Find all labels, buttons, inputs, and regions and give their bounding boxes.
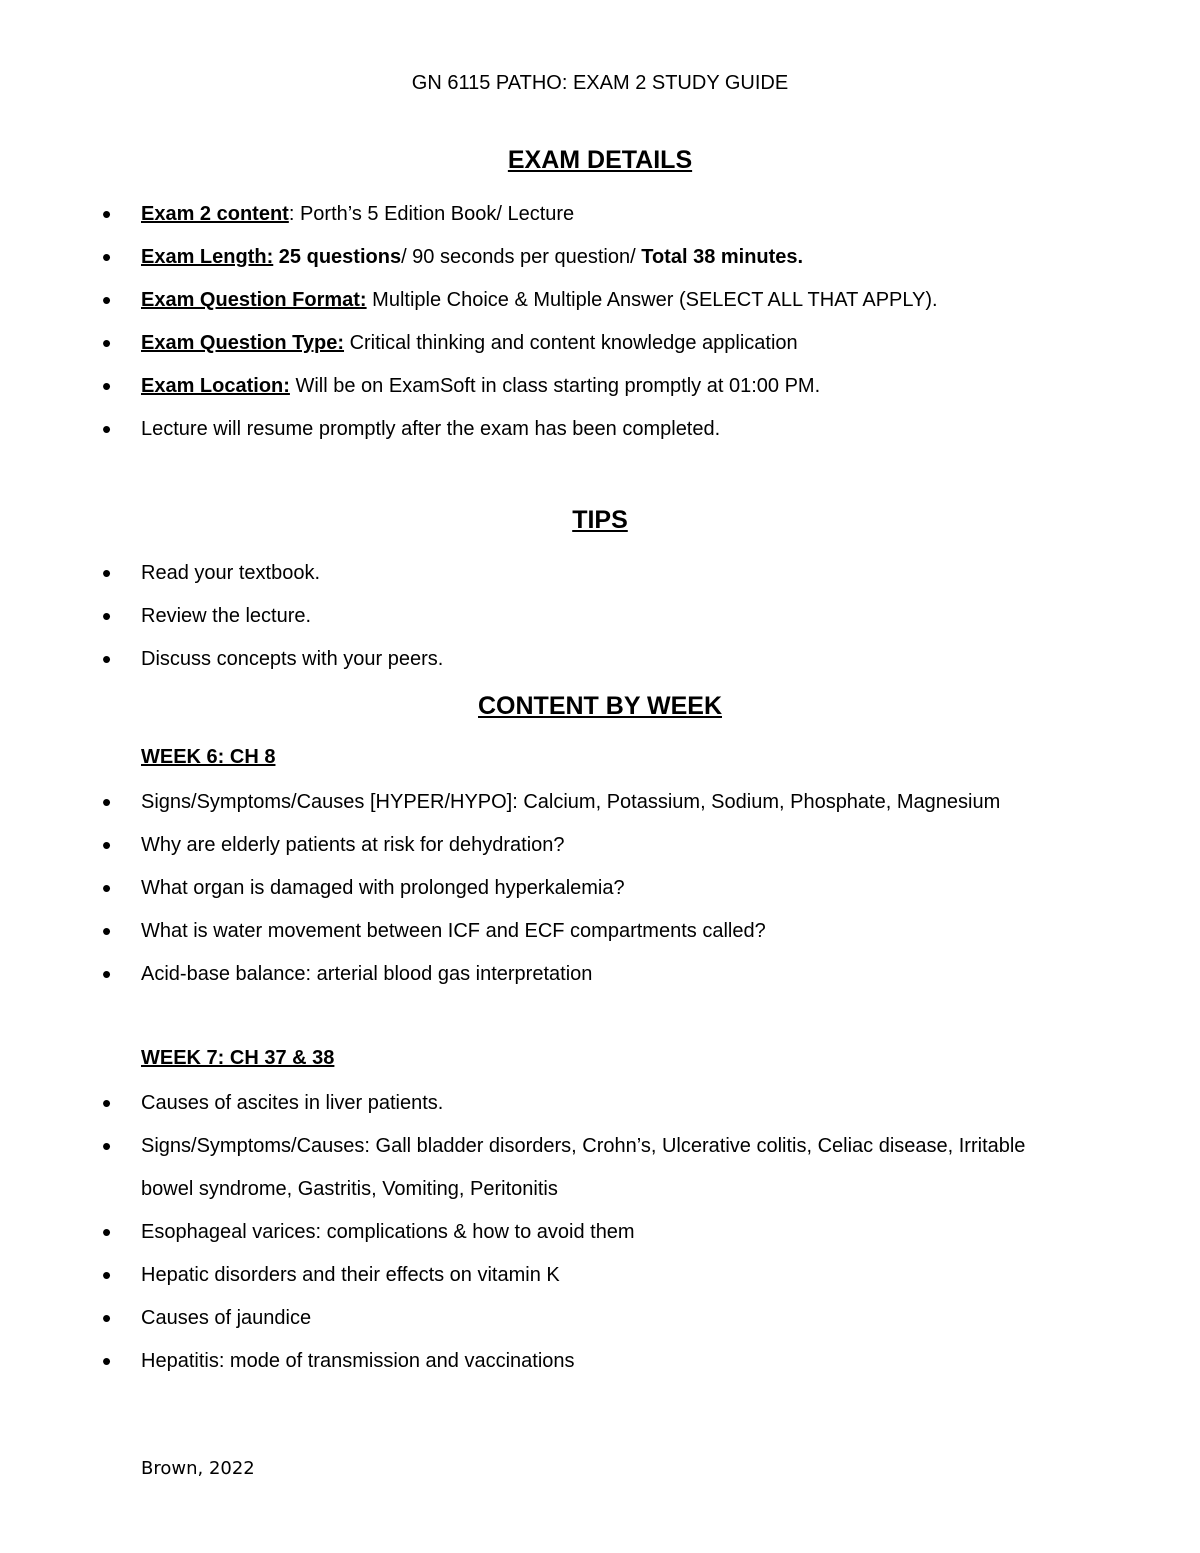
item-text: Critical thinking and content knowledge application: [344, 332, 798, 354]
list-item: [0, 279, 1200, 322]
item-bold-text: 25 questions: [273, 246, 402, 268]
list-item: • Hepatic disorders and their effects on vitamin K: [0, 1254, 1200, 1297]
item-text: : Porth’s 5 Edition Book/ Lecture: [288, 203, 575, 225]
list-item: [0, 322, 1200, 365]
week-6-heading: WEEK 6: CH 8: [141, 746, 276, 768]
list-item: • Esophageal varices: complications & how to avoid them: [0, 1211, 1200, 1254]
list-item: [0, 193, 1200, 236]
document-title: GN 6115 PATHO: EXAM 2 STUDY GUIDE: [411, 72, 789, 94]
list-item: • What is water movement between ICF and ECF compartments called?: [0, 910, 1200, 953]
tips-list: [0, 552, 1200, 681]
list-item: • Review the lecture.: [0, 595, 1200, 638]
content-by-week-heading: CONTENT BY WEEK: [478, 692, 722, 720]
exam-details-list: [0, 193, 1200, 451]
week-6-list: [0, 781, 1200, 996]
exam-details-heading: EXAM DETAILS: [507, 146, 693, 174]
list-item: • Causes of jaundice: [0, 1297, 1200, 1340]
list-item: [0, 365, 1200, 408]
list-item: • Causes of ascites in liver patients.: [0, 1082, 1200, 1125]
item-label: Exam Location:: [141, 375, 290, 397]
list-item: • Read your textbook.: [0, 552, 1200, 595]
list-item: • Acid-base balance: arterial blood gas interpretation: [0, 953, 1200, 996]
week-7-list: [0, 1082, 1200, 1383]
item-bold-text: Total 38 minutes.: [641, 246, 804, 268]
list-item: • Hepatitis: mode of transmission and vaccinations: [0, 1340, 1200, 1383]
item-label: Exam Question Format:: [141, 289, 367, 311]
tips-heading: TIPS: [572, 506, 628, 534]
week-7-heading: WEEK 7: CH 37 & 38: [141, 1047, 335, 1069]
item-text: Will be on ExamSoft in class starting promptly at 01:00 PM.: [289, 375, 821, 397]
list-item: • Signs/Symptoms/Causes [HYPER/HYPO]: Calcium, Potassium, Sodium, Phosphate, Magnesium: [0, 781, 1200, 824]
item-text: Lecture will resume promptly after the exam has been completed.: [141, 418, 721, 440]
list-item: [0, 408, 1200, 451]
list-item: • Discuss concepts with your peers.: [0, 638, 1200, 681]
item-label: Exam Question Type:: [141, 332, 345, 354]
item-label: Exam 2 content: [141, 203, 289, 225]
list-item: [0, 236, 1200, 279]
item-label: Exam Length:: [141, 246, 274, 268]
list-item: • Why are elderly patients at risk for dehydration?: [0, 824, 1200, 867]
list-item: • Signs/Symptoms/Causes: Gall bladder disorders, Crohn’s, Ulcerative colitis, Celiac disease, Irritable bowel syndrome, Gastritis, Vomiting, Peritonitis: [0, 1125, 1200, 1211]
item-text: / 90 seconds per question/: [401, 246, 642, 268]
item-text: Multiple Choice & Multiple Answer (SELECT ALL THAT APPLY).: [366, 289, 938, 311]
footer-text: Brown, 2022: [141, 1458, 255, 1479]
list-item: • What organ is damaged with prolonged hyperkalemia?: [0, 867, 1200, 910]
